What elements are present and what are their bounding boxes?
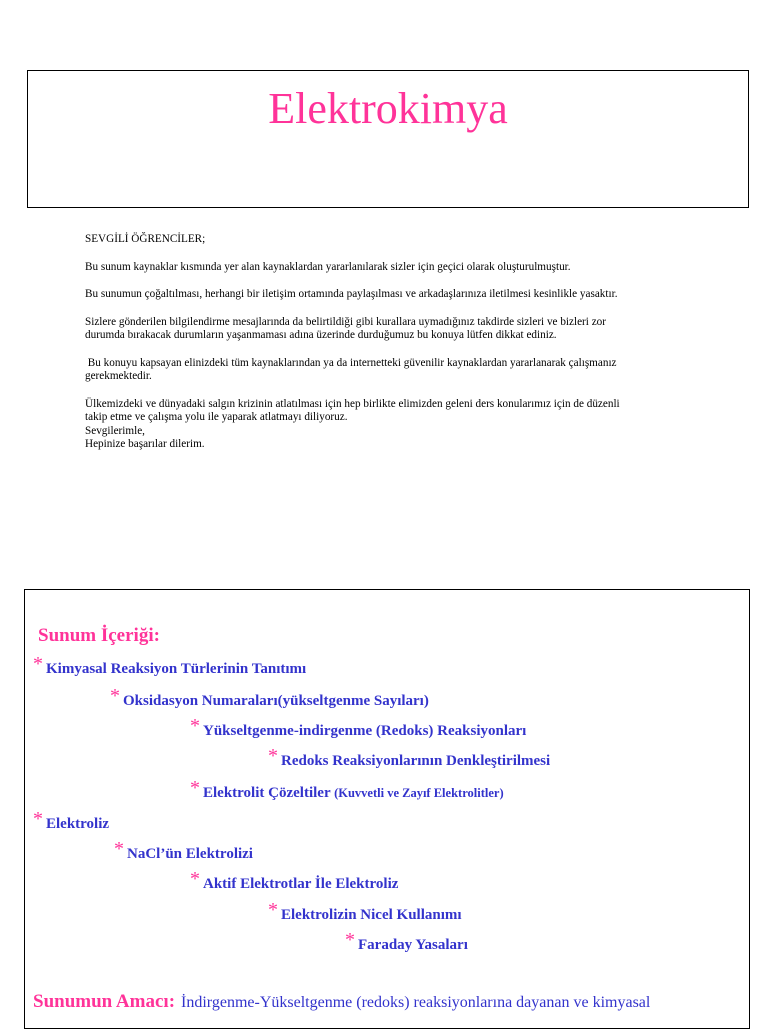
notice-paragraph-4-line-1: Bu konuyu kapsayan elinizdeki tüm kaynaklarından ya da internetteki güvenilir kaynaklardan yararlanarak çalışmanız bbox=[85, 356, 617, 369]
contents-heading: Sunum İçeriği: bbox=[38, 625, 160, 646]
contents-item-label: Elektroliz bbox=[46, 816, 110, 832]
contents-item-label: Elektrolizin Nicel Kullanımı bbox=[281, 907, 462, 923]
contents-item-label: Faraday Yasaları bbox=[358, 937, 468, 953]
contents-item-label: Aktif Elektrotlar İle Elektroliz bbox=[203, 876, 399, 892]
contents-item-label: NaCl’ün Elektrolizi bbox=[127, 846, 253, 862]
notice-greeting: SEVGİLİ ÖĞRENCİLER; bbox=[85, 233, 206, 245]
notice-paragraph-3-line-1: Sizlere gönderilen bilgilendirme mesajlarında da belirtildiği gibi kurallara uymadığınız takdirde sizleri ve bizleri zor bbox=[85, 315, 606, 328]
contents-item bbox=[110, 685, 429, 711]
contents-item bbox=[33, 653, 307, 679]
asterisk-icon: * bbox=[33, 808, 43, 830]
contents-item bbox=[345, 929, 468, 955]
title-box bbox=[27, 70, 749, 208]
contents-item bbox=[268, 745, 551, 771]
contents-item bbox=[268, 899, 462, 925]
page-title: Elektrokimya bbox=[268, 84, 508, 133]
purpose-text: İndirgenme-Yükseltgenme (redoks) reaksiyonlarına dayanan ve kimyasal bbox=[181, 994, 651, 1011]
contents-item-label: Oksidasyon Numaraları(yükseltgenme Sayıları) bbox=[123, 693, 429, 709]
asterisk-icon: * bbox=[345, 929, 355, 951]
notice-paragraph-5-line-2: takip etme ve çalışma yolu ile yaparak atlatmayı diliyoruz. bbox=[85, 411, 348, 423]
notice-closing-1: Sevgilerimle, bbox=[85, 424, 145, 437]
notice-paragraph-5-line-1: Ülkemizdeki ve dünyadaki salgın krizinin atlatılması için hep birlikte elimizden geleni ders konularımız için de düzenli bbox=[85, 397, 620, 410]
contents-item bbox=[114, 838, 253, 864]
asterisk-icon: * bbox=[268, 899, 278, 921]
asterisk-icon: * bbox=[190, 777, 200, 799]
contents-item bbox=[190, 715, 527, 741]
asterisk-icon: * bbox=[190, 868, 200, 890]
asterisk-icon: * bbox=[110, 685, 120, 707]
asterisk-icon: * bbox=[268, 745, 278, 767]
notice-paragraph-3-line-2: durumda bırakacak durumların yaşanmaması adına üzerinde durduğumuz bu konuya lütfen dikkat ediniz. bbox=[85, 329, 557, 341]
contents-item bbox=[33, 808, 110, 834]
asterisk-icon: * bbox=[190, 715, 200, 737]
contents-item-label: Redoks Reaksiyonlarının Denkleştirilmesi bbox=[281, 753, 551, 769]
notice-closing-2: Hepinize başarılar dilerim. bbox=[85, 438, 205, 450]
asterisk-icon: * bbox=[114, 838, 124, 860]
purpose-label: Sunumun Amacı: bbox=[33, 991, 176, 1012]
student-notice bbox=[85, 233, 715, 452]
asterisk-icon: * bbox=[33, 653, 43, 675]
contents-item-note: (Kuvvetli ve Zayıf Elektrolitler) bbox=[334, 786, 504, 800]
contents-item bbox=[190, 868, 399, 894]
notice-paragraph-2: Bu sunumun çoğaltılması, herhangi bir iletişim ortamında paylaşılması ve arkadaşlarınıza iletilmesi kesinlikle yasaktır. bbox=[85, 288, 618, 300]
contents-item-label: Yükseltgenme-indirgenme (Redoks) Reaksiyonları bbox=[203, 723, 527, 739]
contents-item-label: Kimyasal Reaksiyon Türlerinin Tanıtımı bbox=[46, 661, 307, 677]
notice-paragraph-1: Bu sunum kaynaklar kısmında yer alan kaynaklardan yararlanılarak sizler için geçici olarak oluşturulmuştur. bbox=[85, 260, 571, 273]
contents-item-label: Elektrolit Çözeltiler bbox=[203, 785, 331, 801]
contents-item bbox=[190, 777, 504, 803]
contents-box bbox=[24, 589, 750, 1029]
presentation-purpose bbox=[33, 991, 650, 1013]
notice-paragraph-4-line-2: gerekmektedir. bbox=[85, 370, 152, 382]
